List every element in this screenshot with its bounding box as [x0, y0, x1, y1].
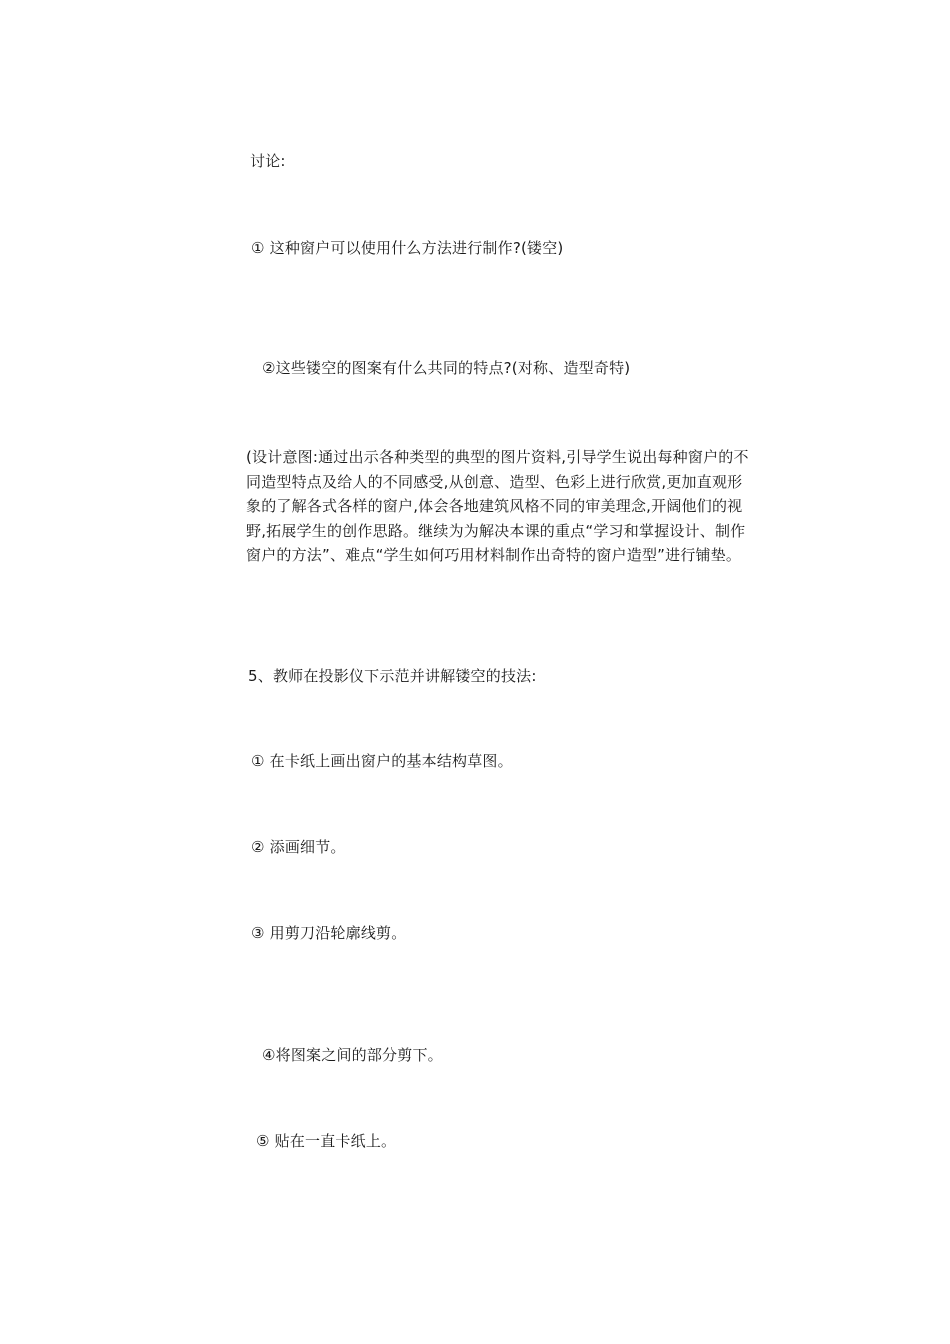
step-3: ③ 用剪刀沿轮廓线剪。: [251, 924, 407, 942]
design-intent-line-1: (设计意图:通过出示各种类型的典型的图片资料,引导学生说出每种窗户的不: [246, 448, 749, 466]
discussion-item-1: ① 这种窗户可以使用什么方法进行制作?(镂空): [251, 239, 564, 257]
step-1: ① 在卡纸上画出窗户的基本结构草图。: [251, 752, 513, 770]
step-4: ④将图案之间的部分剪下。: [262, 1046, 443, 1064]
design-intent-line-3: 象的了解各式各样的窗户,体会各地建筑风格不同的审美理念,开阔他们的视: [246, 497, 743, 516]
step-heading: 5、教师在投影仪下示范并讲解镂空的技法:: [248, 667, 537, 685]
design-intent-line-4: 野,拓展学生的创作思路。继续为为解决本课的重点“学习和掌握设计、制作: [246, 521, 746, 540]
step-2: ② 添画细节。: [251, 838, 346, 856]
design-intent-line-2: 同造型特点及给人的不同感受,从创意、造型、色彩上进行欣赏,更加直观形: [246, 472, 743, 491]
design-intent-paragraph: [246, 445, 816, 568]
step-5: ⑤ 贴在一直卡纸上。: [256, 1132, 397, 1150]
design-intent-line-5: 窗户的方法”、难点“学生如何巧用材料制作出奇特的窗户造型”进行铺垫。: [246, 546, 742, 565]
discussion-heading: 讨论:: [250, 152, 286, 170]
discussion-item-2: ②这些镂空的图案有什么共同的特点?(对称、造型奇特): [262, 359, 631, 377]
